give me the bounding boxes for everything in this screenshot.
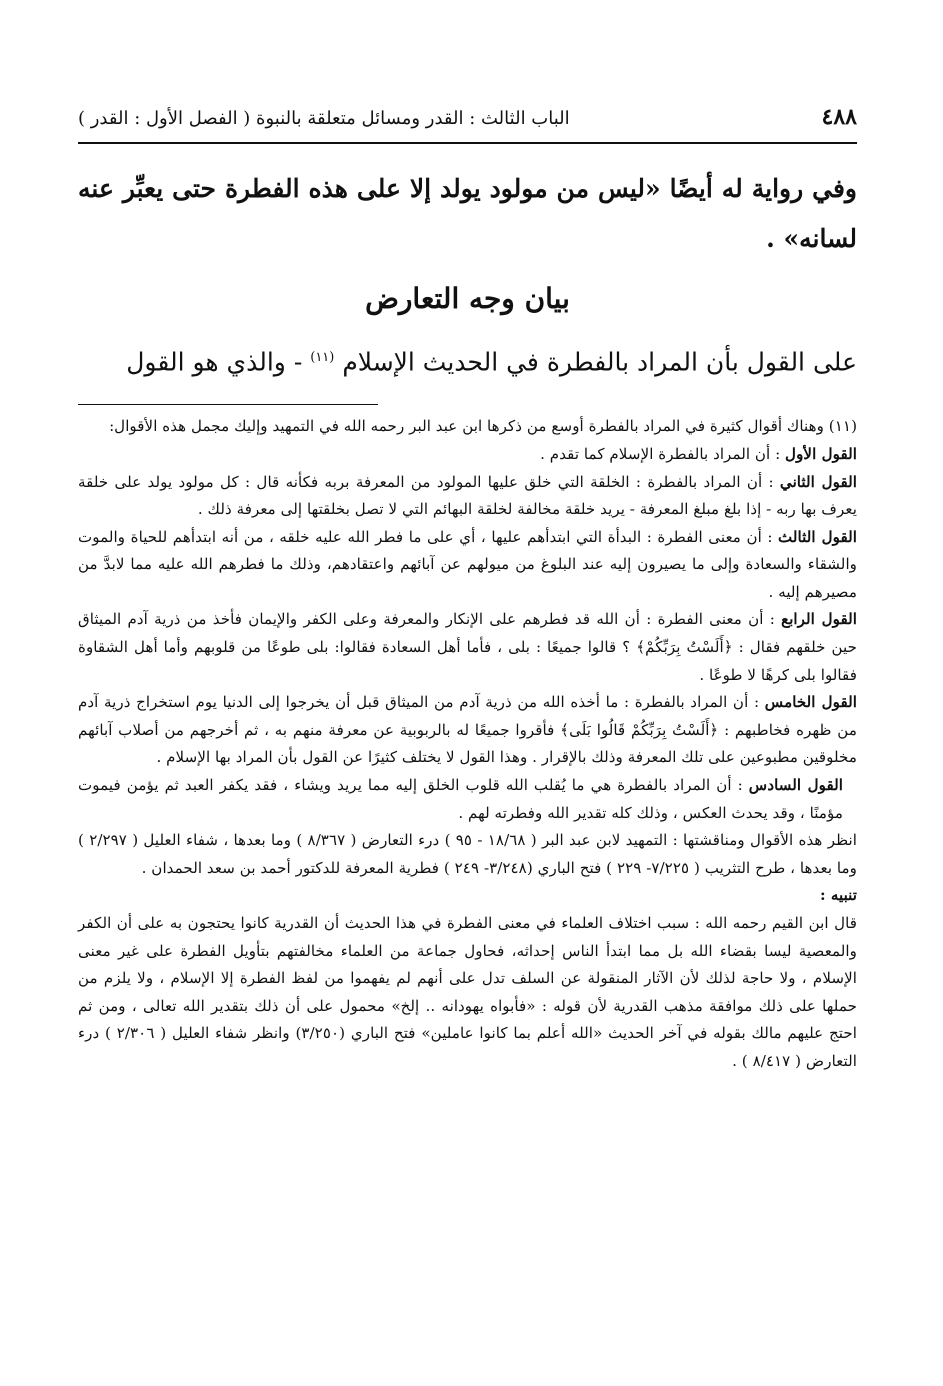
opinion-label: القول الخامس xyxy=(764,693,857,712)
opinion-1 xyxy=(78,441,857,469)
footnote-reference[interactable]: (١١) xyxy=(310,350,335,365)
section-heading: بيان وجه التعارض xyxy=(365,282,570,315)
page-number: ٤٨٨ xyxy=(821,104,857,130)
hadith-paragraph: وفي رواية له أيضًا «ليس من مولود يولد إلا على هذه الفطرة حتى يعبِّر عنه لسانه» . xyxy=(78,174,857,253)
body-line xyxy=(78,332,857,388)
body-text-before-ref: على القول بأن المراد بالفطرة في الحديث الإسلام xyxy=(342,347,857,377)
opinion-text: : أن المراد بالفطرة : ما أخذه الله من ذرية آدم من الميثاق قبل أن يخرجوا إلى الدنيا يوم استخراج ذرية آدم من ظهره فخاطبهم : ﴿أَلَسْتُ بِرَبِّكُمْ قَالُوا بَلَى﴾ فأقروا جميعًا له بالربوبية عن معرفة منهم به ، ثم أخرجهم من أصلاب آبائهم مخلوقين مطبوعين على تلك المعرفة وذلك بالإقرار . وهذا القول لا يختلف كثيرًا عن القول بأن المراد بها الإسلام . xyxy=(78,693,857,767)
opinion-text: : أن المراد بالفطرة : الخلقة التي خلق عليها المولود من المعرفة بربه فكأنه قال : كل مولود يولد على خلقة يعرف بها ربه - إذا بلغ مبلغ المعرفة - يريد خلقة مخالفة لخلقة البهائم التي لا تصل بخلقتها إلى معرفة ذلك . xyxy=(78,472,857,519)
opinion-6 xyxy=(78,772,857,827)
footnote-divider xyxy=(78,404,378,405)
opinion-label: القول الثاني xyxy=(779,472,858,491)
opinion-label: القول الأول xyxy=(785,444,857,463)
opinion-text: : أن معنى الفطرة : البدأة التي ابتدأهم عليها ، أي على ما فطر الله عليه خلقه ، من أنه ابتدأهم للحياة والموت والشقاء والسعادة وإلى ما يصيرون إليه عند البلوغ من ميولهم عن آبائهم واعتقادهم، وذلك ما فطرهم الله عليه مما لابدَّ من مصيرهم إليه . xyxy=(78,527,857,601)
opinion-text: : أن المراد بالفطرة هي ما يُقلب الله قلوب الخلق إليه مما يريد ويشاء ، فقد يكفر العبد ثم يؤمن فيموت مؤمنًا ، وقد يحدث العكس ، وذلك كله تقدير الله وفطرته لهم . xyxy=(78,776,843,822)
page-header xyxy=(78,104,857,144)
opinion-3 xyxy=(78,524,857,607)
footnotes xyxy=(78,413,857,1075)
opinion-4 xyxy=(78,606,857,689)
opinion-5 xyxy=(78,689,857,772)
opinion-label: القول السادس xyxy=(748,776,844,795)
running-title: الباب الثالث : القدر ومسائل متعلقة بالنبوة ( الفصل الأول : القدر ) xyxy=(78,108,570,129)
tanbih-label: تنبيه : xyxy=(819,886,857,905)
tanbih-text: قال ابن القيم رحمه الله : سبب اختلاف العلماء في معنى الفطرة في هذا الحديث أن القدرية كانوا يحتجون به على أن الكفر والمعصية ليسا بقضاء الله بل مما ابتدأ الناس إحداثه، فحاول جماعة من العلماء مخالفتهم بتأويل الفطرة على غير معنى الإسلام ، ولا حاجة لذلك لأن الآثار المنقولة عن السلف تدل على أنهم لم يفهموا من لفظ الفطرة إلا الإسلام ، ولا يلزم من حملها على ذلك موافقة مذهب القدرية لأن قوله : «فأبواه يهودانه .. إلخ» محمول على أن ذلك بتقدير الله تعالى ، ومن ثم احتج عليهم مالك بقوله في آخر الحديث «الله أعلم بما كانوا عاملين» فتح الباري (٣/٢٥٠) وانظر شفاء العليل ( ٢/٣٠٦ ) درء التعارض ( ٨/٤١٧ ) . xyxy=(78,914,857,1070)
opinion-2 xyxy=(78,469,857,524)
references: انظر هذه الأقوال ومناقشتها : التمهيد لابن عبد البر ( ١٨/٦٨ - ٩٥ ) درء التعارض ( ٨/٣٦٧ ) وما بعدها ، شفاء العليل ( ٢/٢٩٧ ) وما بعدها ، طرح التثريب ( ٧/٢٢٥- ٢٢٩ ) فتح الباري (٣/٢٤٨- ٢٤٩ ) فطرية المعرفة للدكتور أحمد بن سعد الحمدان . xyxy=(78,831,857,877)
opinion-label: القول الرابع xyxy=(781,610,858,629)
book-page xyxy=(78,104,857,1076)
body-text-after-ref: - والذي هو القول xyxy=(126,347,303,377)
opinion-text: : أن المراد بالفطرة الإسلام كما تقدم . xyxy=(540,444,781,463)
footnote-intro: (١١) وهناك أقوال كثيرة في المراد بالفطرة أوسع من ذكرها ابن عبد البر رحمه الله في التمهيد وإليك مجمل هذه الأقوال: xyxy=(109,417,857,436)
opinion-text: : أن معنى الفطرة : أن الله قد فطرهم على الإنكار والمعرفة وعلى الكفر والإيمان فأخذ من ذرية آدم الميثاق حين خلقهم فقال : ﴿أَلَسْتُ بِرَبِّكُمْ﴾ ؟ قالوا جميعًا : بلى ، فأما أهل السعادة فقالوا: بلى طوعًا من قلوبهم وأما أهل الشقاوة فقالوا بلى كرهًا لا طوعًا . xyxy=(78,610,857,684)
opinion-label: القول الثالث xyxy=(778,527,857,546)
